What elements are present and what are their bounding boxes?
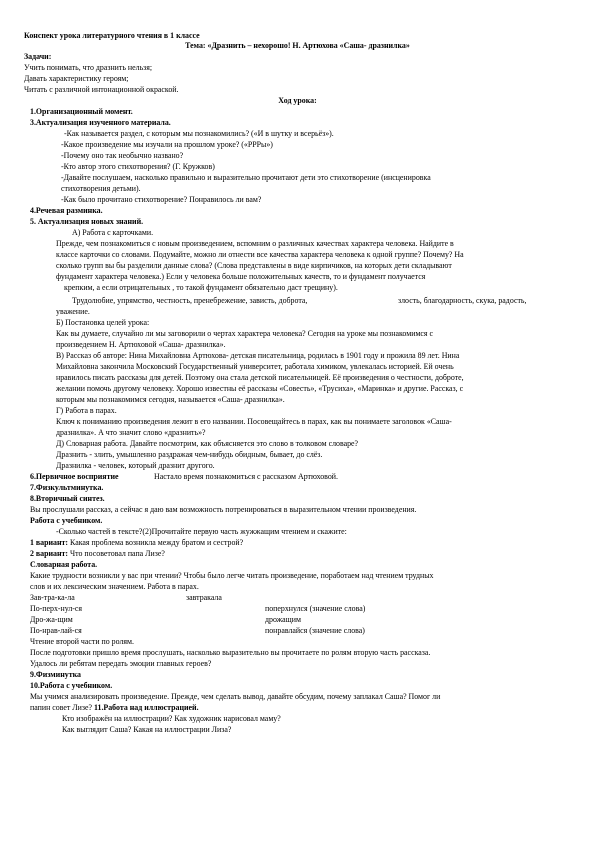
section-heading: 3.Актуализация изученного материала.	[30, 118, 171, 127]
definition-line: Дразнилка - человек, который дразнит другого.	[56, 461, 215, 470]
whole-word: дрожащим	[265, 615, 301, 624]
question-line: -Почему оно так необычно названо?	[61, 151, 184, 160]
question-line: -Как было прочитано стихотворение? Понравилось ли вам?	[61, 195, 262, 204]
lesson-heading: Ход урока:	[278, 96, 317, 105]
section-heading: 5. Актуализация новых знаний.	[30, 217, 144, 226]
paragraph-line: фундамент характера человека.) Если у человека больше положительных качеств, то и фундамент получается	[56, 272, 426, 281]
paragraph-line: Прежде, чем познакомиться с новым произведением, вспомним о различных качествах характера человека. Найдите в	[56, 239, 454, 248]
paragraph-line: Вы прослушали рассказ, а сейчас я даю вам возможность потренироваться в выразительном чтении произведения.	[30, 505, 417, 514]
quality-words: Трудолюбие, упрямство, честность, пренебрежение, зависть, доброта,	[72, 296, 308, 305]
subsection-heading: А) Работа с карточками.	[72, 228, 154, 237]
section-heading: 11.Работа над иллюстрацией.	[93, 703, 199, 712]
section-heading: 10.Работа с учебником.	[30, 681, 113, 690]
subsection-heading: Б) Постановка целей урока:	[56, 318, 150, 327]
paragraph-line: которым мы познакомимся сегодня, называется «Саша- дразнилка».	[56, 395, 285, 404]
syllable-word: Зав-тра-ка-ла	[30, 593, 75, 602]
paragraph-line: После подготовки пришло время прослушать, насколько выразительно вы прочитаете по ролям вторую часть рассказа.	[30, 648, 431, 657]
paragraph-line: нравилось писать рассказы для детей. Поэтому она стала детской писательницей. Её произведения о честности, доброте,	[56, 373, 464, 382]
paragraph-line: крепким, а если отрицательных , то такой фундамент обязательно даст трещину).	[64, 283, 338, 292]
paragraph-line: слов и их лексическим значением. Работа в парах.	[30, 582, 199, 591]
question-line: -Какое произведение мы изучали на прошлом уроке? («РРРы»)	[61, 140, 273, 149]
question-line: Кто изображён на иллюстрации? Как художник нарисовал маму?	[62, 714, 281, 723]
paragraph-line: Как вы думаете, случайно ли мы заговорили о чертах характера человека? Сегодня на уроке мы познакомимся с	[56, 329, 434, 338]
task-item: Давать характеристику героям;	[24, 74, 129, 83]
question-line: -Как называется раздел, с которым мы познакомились? («И в шутку и всерьёз»).	[64, 129, 334, 138]
variant-label: 2 вариант:	[30, 549, 69, 558]
section-text: Настало время познакомиться с рассказом Артюховой.	[154, 472, 338, 481]
document-header: Конспект урока литературного чтения в 1 классе	[24, 31, 200, 40]
paragraph-line: произведением Н. Артюховой «Саша- дразнилка».	[56, 340, 226, 349]
section-heading: 1.Организационный момент.	[30, 107, 133, 116]
paragraph-line: желании помочь другому человеку. Хорошо известны её рассказы «Совесть», «Трусиха», «Маринка» и другие. Рассказ, с	[56, 384, 464, 393]
variant-text: Что посоветовал папа Лизе?	[70, 549, 165, 558]
subsection-heading: Г) Работа в парах.	[56, 406, 117, 415]
subsection-heading: Работа с учебником.	[30, 516, 103, 525]
whole-word: понравлайся (значение слова)	[265, 626, 365, 635]
variant-line	[30, 549, 165, 558]
task-item: Учить понимать, что дразнить нельзя;	[24, 63, 153, 72]
question-line: -Давайте послушаем, насколько правильно и выразительно прочитают дети это стихотворение (инсценировка	[61, 173, 431, 182]
section-heading: 4.Речевая разминка.	[30, 206, 103, 215]
paragraph-line: Мы учимся анализировать произведение. Прежде, чем сделать вывод, давайте обсудим, почему заплакал Саша? Помог ли	[30, 692, 441, 701]
paragraph-line: Ключ к пониманию произведения лежит в его названии. Посовещайтесь в парах, как вы понимаете заголовок «Саша-	[56, 417, 452, 426]
paragraph-text: папин совет Лизе?	[30, 703, 94, 712]
tasks-heading: Задачи:	[24, 52, 52, 61]
question-line: -Кто автор этого стихотворения? (Г. Кружков)	[61, 162, 215, 171]
lesson-topic: Тема: «Дразнить – нехорошо! Н. Артюхова «Саша- дразнилка»	[185, 41, 410, 50]
question-line: стихотворения детьми).	[61, 184, 141, 193]
whole-word: завтракала	[186, 593, 222, 602]
question-line: -Сколько частей в тексте?(2)Прочитайте первую часть жужжащим чтением и скажите:	[56, 527, 347, 536]
quality-words: злость, благодарность, скука, радость,	[398, 296, 527, 305]
whole-word: поперхнулся (значение слова)	[265, 604, 366, 613]
variant-text: Какая проблема возникла между братом и сестрой?	[70, 538, 244, 547]
quality-words: уважение.	[56, 307, 90, 316]
variant-label: 1 вариант:	[30, 538, 69, 547]
syllable-word: По-нрав-лай-ся	[30, 626, 82, 635]
variant-line	[30, 538, 243, 547]
syllable-word: Дро-жа-щим	[30, 615, 73, 624]
question-line: Как выглядит Саша? Какая на иллюстрации Лиза?	[62, 725, 232, 734]
task-item: Читать с различной интонационной окраской.	[24, 85, 179, 94]
paragraph-line: классе карточки со словами. Подумайте, можно ли отнести все качества характера человека к одной группе? Почему? На	[56, 250, 464, 259]
subsection-heading: Д) Словарная работа. Давайте посмотрим, как объясняется это слово в толковом словаре?	[56, 439, 359, 448]
paragraph-line: Михайловна закончила Московский Государственный университет, работала химиком, увлекалась историей. Ей очень	[56, 362, 454, 371]
paragraph-line: Удалось ли ребятам передать эмоции главных героев?	[30, 659, 212, 668]
definition-line: Дразнить - злить, умышленно раздражая чем-нибудь обидным, бывает, до слёз.	[56, 450, 323, 459]
paragraph-line: дразнилка». А что значит слово «дразнить»?	[56, 428, 206, 437]
paragraph-line	[30, 703, 199, 712]
section-heading: 9.Физминутка	[30, 670, 81, 679]
section-heading: 6.Первичное восприятие	[30, 472, 119, 481]
subsection-heading: Словарная работа.	[30, 560, 98, 569]
section-heading: 7.Физкультминутка.	[30, 483, 104, 492]
syllable-word: По-перх-нул-ся	[30, 604, 83, 613]
paragraph-line: сколько групп вы бы разделили данные слова? (Слова представлены в виде кирпичиков, на которых дети складывают	[56, 261, 452, 270]
paragraph-line: Какие трудности возникли у вас при чтении? Чтобы было легче читать произведение, поработаем над чтением трудных	[30, 571, 434, 580]
paragraph-line: В) Рассказ об авторе: Нина Михайловна Артюхова- детская писательница, родилась в 1901 году и прожила 89 лет. Нина	[56, 351, 460, 360]
subsection-heading: Чтение второй части по ролям.	[30, 637, 134, 646]
section-heading: 8.Вторичный синтез.	[30, 494, 105, 503]
